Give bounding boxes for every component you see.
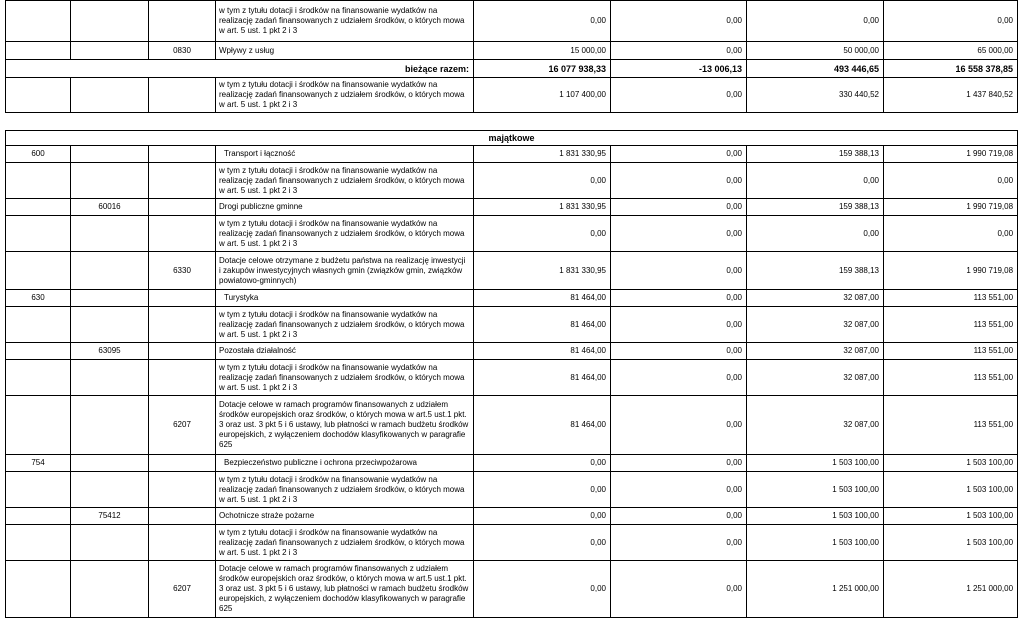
total-row [6, 60, 1018, 78]
description: Drogi publiczne gminne [216, 199, 474, 216]
dzial-code [6, 307, 71, 343]
dzial-code: 630 [6, 290, 71, 307]
paragraf-code [149, 343, 216, 360]
dzial-code: 754 [6, 455, 71, 472]
amount-increase: 159 388,13 [747, 252, 884, 290]
amount-before: 0,00 [474, 1, 611, 42]
rozdzial-code: 63095 [71, 343, 149, 360]
paragraf-code [149, 163, 216, 199]
amount-decrease: 0,00 [611, 146, 747, 163]
amount-decrease: 0,00 [611, 216, 747, 252]
amount-decrease: 0,00 [611, 163, 747, 199]
budget-table-current [5, 0, 1018, 113]
amount-after: 1 251 000,00 [884, 561, 1018, 618]
amount-decrease: 0,00 [611, 252, 747, 290]
dzial-code [6, 216, 71, 252]
rozdzial-code [71, 146, 149, 163]
description: Dotacje celowe otrzymane z budżetu państwa na realizację inwestycji i zakupów inwestycyjnych własnych gmin (związków gmin, związków powiatowo-gminnych) [216, 252, 474, 290]
amount-after: 0,00 [884, 163, 1018, 199]
amount-before: 0,00 [474, 163, 611, 199]
rozdzial-code [71, 561, 149, 618]
section-title: majątkowe [6, 131, 1018, 146]
description: w tym z tytułu dotacji i środków na finansowanie wydatków na realizację zadań finansowanych z udziałem środków, o których mowa w art. 5 ust. 1 pkt 2 i 3 [216, 216, 474, 252]
description: w tym z tytułu dotacji i środków na finansowanie wydatków na realizację zadań finansowanych z udziałem środków, o których mowa w art. 5 ust. 1 pkt 2 i 3 [216, 307, 474, 343]
rozdzial-code [71, 42, 149, 60]
paragraf-code: 6207 [149, 561, 216, 618]
amount-before: 0,00 [474, 561, 611, 618]
amount-after: 113 551,00 [884, 360, 1018, 396]
dzial-code [6, 1, 71, 42]
amount-decrease: 0,00 [611, 1, 747, 42]
amount-before: 0,00 [474, 472, 611, 508]
dzial-code [6, 360, 71, 396]
amount-increase: 32 087,00 [747, 290, 884, 307]
paragraf-code [149, 360, 216, 396]
para-row [6, 252, 1018, 290]
dzial-code [6, 163, 71, 199]
amount-after: 113 551,00 [884, 396, 1018, 455]
amount-increase: 32 087,00 [747, 360, 884, 396]
amount-after: 113 551,00 [884, 343, 1018, 360]
amount-before: 1 107 400,00 [474, 78, 611, 113]
amount-increase: 0,00 [747, 163, 884, 199]
dzial-code [6, 396, 71, 455]
dzial-row [6, 455, 1018, 472]
amount-decrease: 0,00 [611, 290, 747, 307]
rozdzial-code [71, 455, 149, 472]
amount-decrease: 0,00 [611, 396, 747, 455]
amount-increase: 50 000,00 [747, 42, 884, 60]
amount-increase: 159 388,13 [747, 146, 884, 163]
rozdzial-code [71, 525, 149, 561]
description: w tym z tytułu dotacji i środków na finansowanie wydatków na realizację zadań finansowanych z udziałem środków, o których mowa w art. 5 ust. 1 pkt 2 i 3 [216, 525, 474, 561]
rozdzial-code: 60016 [71, 199, 149, 216]
detail-row [6, 163, 1018, 199]
amount-before: 81 464,00 [474, 360, 611, 396]
dzial-code [6, 199, 71, 216]
amount-after: 1 990 719,08 [884, 252, 1018, 290]
rozdzial-code [71, 396, 149, 455]
amount-after: 113 551,00 [884, 307, 1018, 343]
dzial-code [6, 252, 71, 290]
paragraf-code [149, 146, 216, 163]
description: Ochotnicze straże pożarne [216, 508, 474, 525]
dzial-code: 600 [6, 146, 71, 163]
detail-row [6, 1, 1018, 42]
amount-before: 81 464,00 [474, 290, 611, 307]
paragraf-code [149, 78, 216, 113]
amount-after: 1 503 100,00 [884, 472, 1018, 508]
amount-after: 113 551,00 [884, 290, 1018, 307]
description: Turystyka [216, 290, 474, 307]
rozdzial-code [71, 290, 149, 307]
description: Dotacje celowe w ramach programów finansowanych z udziałem środków europejskich oraz środków, o których mowa w art.5 ust.1 pkt. 3 oraz ust. 3 pkt 5 i 6 ustawy, lub płatności w ramach budżetu środków europejskich, z wyłączeniem dochodów klasyfikowanych w paragrafie 625 [216, 396, 474, 455]
amount-before: 0,00 [474, 508, 611, 525]
amount-increase: 1 503 100,00 [747, 455, 884, 472]
dzial-code [6, 525, 71, 561]
detail-row [6, 307, 1018, 343]
amount-before: 81 464,00 [474, 307, 611, 343]
amount-increase: 32 087,00 [747, 396, 884, 455]
amount-before: 0,00 [474, 455, 611, 472]
amount-decrease: 0,00 [611, 199, 747, 216]
amount-after: 1 503 100,00 [884, 455, 1018, 472]
amount-after: 65 000,00 [884, 42, 1018, 60]
amount-after: 0,00 [884, 1, 1018, 42]
amount-increase: 493 446,65 [747, 60, 884, 78]
amount-before: 15 000,00 [474, 42, 611, 60]
amount-decrease: 0,00 [611, 561, 747, 618]
description: w tym z tytułu dotacji i środków na finansowanie wydatków na realizację zadań finansowanych z udziałem środków, o których mowa w art. 5 ust. 1 pkt 2 i 3 [216, 78, 474, 113]
amount-increase: 1 251 000,00 [747, 561, 884, 618]
paragraf-code [149, 1, 216, 42]
amount-increase: 32 087,00 [747, 343, 884, 360]
amount-after: 1 503 100,00 [884, 508, 1018, 525]
description: Dotacje celowe w ramach programów finansowanych z udziałem środków europejskich oraz środków, o których mowa w art.5 ust.1 pkt. 3 oraz ust. 3 pkt 5 i 6 ustawy, lub płatności w ramach budżetu środków europejskich, z wyłączeniem dochodów klasyfikowanych w paragrafie 625 [216, 561, 474, 618]
dzial-code [6, 78, 71, 113]
total-label: bieżące razem: [6, 60, 474, 78]
dzial-code [6, 343, 71, 360]
section-title-row [6, 131, 1018, 146]
amount-decrease: 0,00 [611, 525, 747, 561]
para-row [6, 561, 1018, 618]
paragraf-code [149, 307, 216, 343]
paragraf-code [149, 199, 216, 216]
description: Pozostała działalność [216, 343, 474, 360]
paragraf-code: 6207 [149, 396, 216, 455]
amount-increase: 1 503 100,00 [747, 508, 884, 525]
amount-after: 1 437 840,52 [884, 78, 1018, 113]
amount-before: 81 464,00 [474, 343, 611, 360]
amount-increase: 0,00 [747, 216, 884, 252]
paragraf-code [149, 508, 216, 525]
amount-before: 1 831 330,95 [474, 146, 611, 163]
rozdzial-code [71, 216, 149, 252]
amount-decrease: 0,00 [611, 360, 747, 396]
current-table-body [6, 1, 1018, 113]
description: Transport i łączność [216, 146, 474, 163]
detail-row [6, 360, 1018, 396]
dzial-code [6, 508, 71, 525]
detail-row [6, 472, 1018, 508]
amount-decrease: 0,00 [611, 455, 747, 472]
dzial-code [6, 472, 71, 508]
amount-before: 1 831 330,95 [474, 199, 611, 216]
rozdzial-row [6, 508, 1018, 525]
amount-increase: 1 503 100,00 [747, 525, 884, 561]
amount-decrease: 0,00 [611, 307, 747, 343]
paragraf-code [149, 455, 216, 472]
amount-decrease: 0,00 [611, 343, 747, 360]
detail-row [6, 525, 1018, 561]
paragraf-code [149, 525, 216, 561]
amount-after: 0,00 [884, 216, 1018, 252]
rozdzial-code [71, 472, 149, 508]
dzial-row [6, 146, 1018, 163]
paragraf-code [149, 216, 216, 252]
amount-increase: 159 388,13 [747, 199, 884, 216]
amount-decrease: 0,00 [611, 508, 747, 525]
rozdzial-row [6, 199, 1018, 216]
rozdzial-code [71, 360, 149, 396]
rozdzial-code [71, 163, 149, 199]
description: Bezpieczeństwo publiczne i ochrona przeciwpożarowa [216, 455, 474, 472]
amount-decrease: -13 006,13 [611, 60, 747, 78]
dzial-code [6, 561, 71, 618]
rozdzial-code [71, 307, 149, 343]
amount-before: 16 077 938,33 [474, 60, 611, 78]
rozdzial-row [6, 343, 1018, 360]
description: Wpływy z usług [216, 42, 474, 60]
budget-table-capital [5, 130, 1018, 618]
amount-decrease: 0,00 [611, 42, 747, 60]
amount-after: 1 990 719,08 [884, 199, 1018, 216]
dzial-row [6, 290, 1018, 307]
amount-before: 1 831 330,95 [474, 252, 611, 290]
para-row [6, 396, 1018, 455]
paragraf-code: 6330 [149, 252, 216, 290]
amount-after: 16 558 378,85 [884, 60, 1018, 78]
capital-table-body [6, 131, 1018, 618]
detail-row [6, 78, 1018, 113]
amount-after: 1 503 100,00 [884, 525, 1018, 561]
para-row [6, 42, 1018, 60]
description: w tym z tytułu dotacji i środków na finansowanie wydatków na realizację zadań finansowanych z udziałem środków, o których mowa w art. 5 ust. 1 pkt 2 i 3 [216, 360, 474, 396]
rozdzial-code: 75412 [71, 508, 149, 525]
amount-before: 0,00 [474, 525, 611, 561]
description: w tym z tytułu dotacji i środków na finansowanie wydatków na realizację zadań finansowanych z udziałem środków, o których mowa w art. 5 ust. 1 pkt 2 i 3 [216, 472, 474, 508]
description: w tym z tytułu dotacji i środków na finansowanie wydatków na realizację zadań finansowanych z udziałem środków, o których mowa w art. 5 ust. 1 pkt 2 i 3 [216, 163, 474, 199]
dzial-code [6, 42, 71, 60]
amount-increase: 330 440,52 [747, 78, 884, 113]
rozdzial-code [71, 252, 149, 290]
amount-increase: 0,00 [747, 1, 884, 42]
amount-increase: 32 087,00 [747, 307, 884, 343]
amount-decrease: 0,00 [611, 78, 747, 113]
amount-before: 81 464,00 [474, 396, 611, 455]
rozdzial-code [71, 78, 149, 113]
paragraf-code [149, 472, 216, 508]
amount-after: 1 990 719,08 [884, 146, 1018, 163]
paragraf-code [149, 290, 216, 307]
amount-increase: 1 503 100,00 [747, 472, 884, 508]
amount-before: 0,00 [474, 216, 611, 252]
detail-row [6, 216, 1018, 252]
rozdzial-code [71, 1, 149, 42]
description: w tym z tytułu dotacji i środków na finansowanie wydatków na realizację zadań finansowanych z udziałem środków, o których mowa w art. 5 ust. 1 pkt 2 i 3 [216, 1, 474, 42]
amount-decrease: 0,00 [611, 472, 747, 508]
paragraf-code: 0830 [149, 42, 216, 60]
